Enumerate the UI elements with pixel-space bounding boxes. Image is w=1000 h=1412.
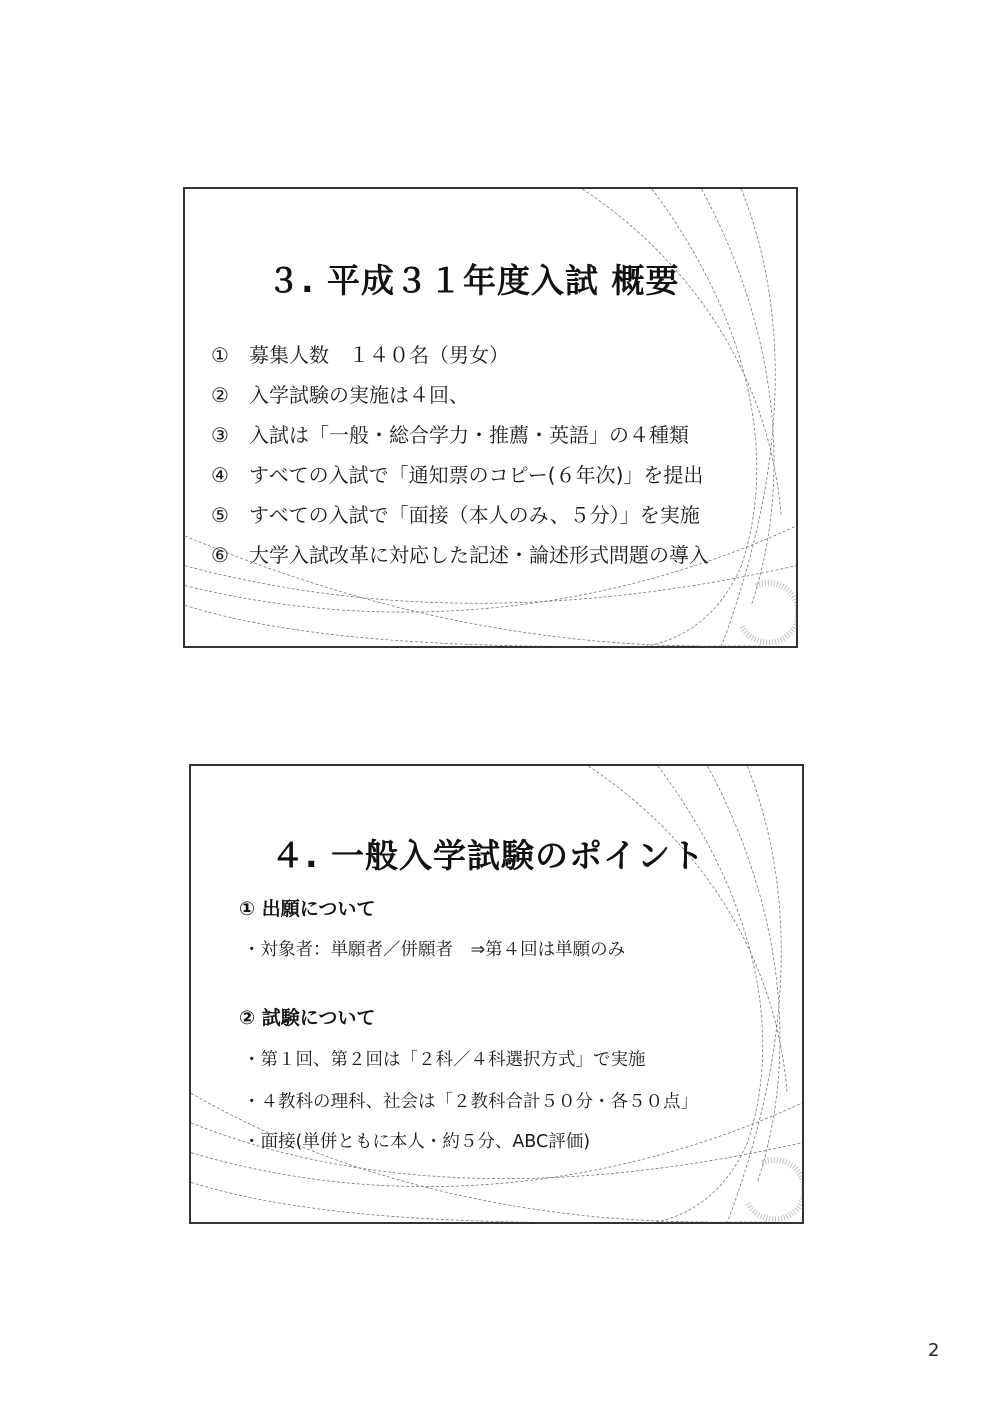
page-number: 2 <box>928 1340 940 1361</box>
summary-item-2 <box>211 379 469 408</box>
item-text: 大学入試改革に対応した記述・論述形式問題の導入 <box>249 543 709 567</box>
summary-item-6 <box>211 539 709 568</box>
item-number: ⑥ <box>211 543 229 567</box>
slide-2-title: ４. 一般入学試験のポイント <box>271 836 706 875</box>
item-number: ② <box>211 383 229 407</box>
item-number: ① <box>211 343 229 367</box>
item-number: ④ <box>211 463 229 487</box>
summary-item-4 <box>211 459 703 488</box>
section-heading-exam: ② 試験について <box>239 1007 376 1029</box>
item-text: 入試は「一般・総合学力・推薦・英語」の４種類 <box>249 423 689 447</box>
bullet-exam-format: ・第１回、第２回は「２科／４科選択方式」で実施 <box>243 1050 646 1070</box>
bullet-interview: ・面接(単併ともに本人・約５分、ABC評価) <box>243 1132 591 1152</box>
item-text: 入学試験の実施は４回、 <box>249 383 469 407</box>
item-number: ⑤ <box>211 503 229 527</box>
item-text: すべての入試で「面接（本人のみ、５分）」を実施 <box>249 503 700 527</box>
summary-item-5 <box>211 499 700 528</box>
summary-item-3 <box>211 419 689 448</box>
slide-1-title: ３. 平成３１年度入試 概要 <box>267 261 680 300</box>
item-number: ③ <box>211 423 229 447</box>
item-text: 募集人数 １４０名（男女） <box>249 343 509 367</box>
summary-item-1 <box>211 339 509 368</box>
bullet-eligibility: ・対象者：単願者／併願者 ⇒第４回は単願のみ <box>243 940 626 960</box>
bullet-science-social: ・４教科の理科、社会は「２教科合計５０分・各５０点」 <box>243 1092 698 1112</box>
section-heading-application: ① 出願について <box>239 898 376 920</box>
slide-1 <box>183 187 798 648</box>
item-text: すべての入試で「通知票のコピー(６年次)」を提出 <box>249 463 704 487</box>
slide-2 <box>189 764 804 1224</box>
